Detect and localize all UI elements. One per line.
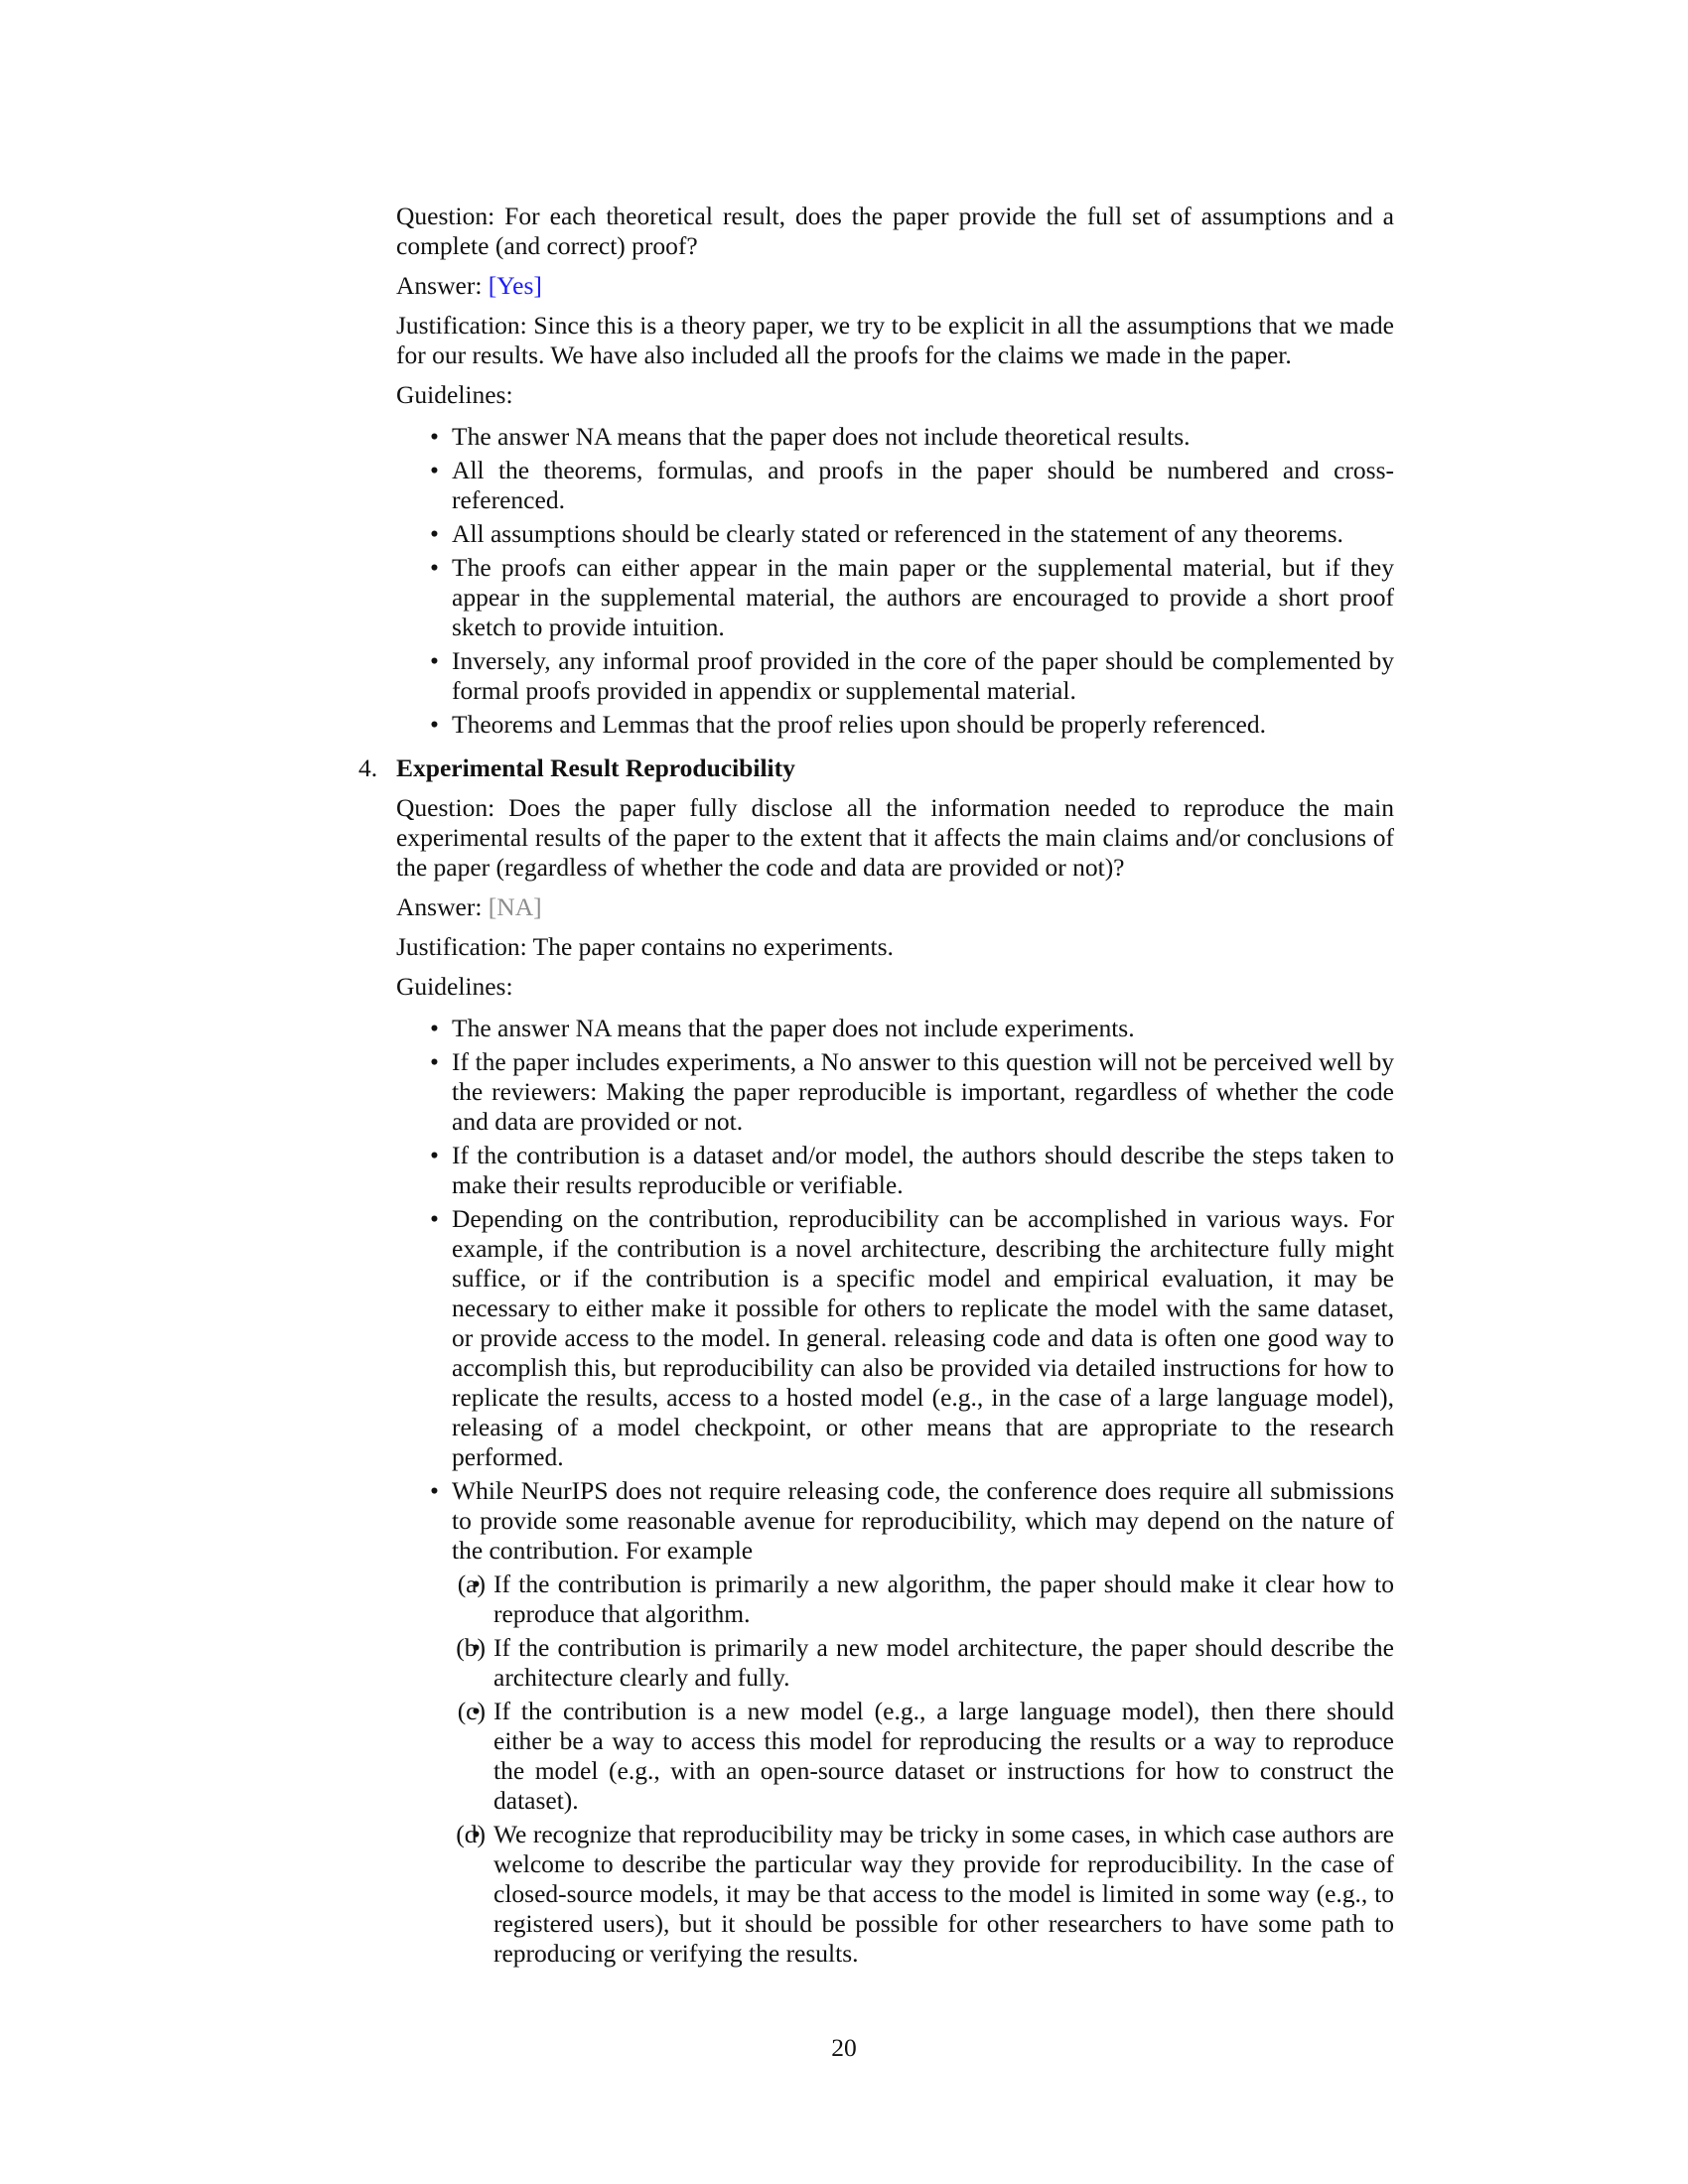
sub-guideline-text: If the contribution is primarily a new model architecture, the paper should describe the architecture clearly and fully. xyxy=(493,1633,1394,1692)
guideline-item: • The proofs can either appear in the main paper or the supplemental material, but if they appear in the supplemental material, the authors are encouraged to provide a short proof sketch to provide intuition. xyxy=(452,553,1394,642)
answer-label: Answer: xyxy=(396,271,483,300)
section-heading xyxy=(358,753,1394,783)
answer-label: Answer: xyxy=(396,892,483,921)
sub-guideline-item xyxy=(457,1570,1394,1629)
section-justification: Justification: The paper contains no experiments. xyxy=(396,932,894,961)
sub-guideline-text: If the contribution is primarily a new algorithm, the paper should make it clear how to reproduce that algorithm. xyxy=(493,1570,1394,1628)
page-content xyxy=(358,202,1394,1973)
guideline-item: • If the contribution is a dataset and/or model, the authors should describe the steps taken to make their results reproducible or verifiable. xyxy=(452,1141,1394,1200)
answer-value-yes[interactable]: [Yes] xyxy=(488,271,542,300)
sub-guideline-item xyxy=(457,1697,1394,1816)
theory-answer xyxy=(396,271,1394,301)
guideline-item: • Theorems and Lemmas that the proof relies upon should be properly referenced. xyxy=(452,710,1394,740)
guideline-item: • All the theorems, formulas, and proofs in the paper should be numbered and cross-referenced. xyxy=(452,456,1394,515)
sub-marker: • (b) xyxy=(456,1633,486,1662)
section-number: 4. xyxy=(358,753,378,782)
guideline-text: While NeurIPS does not require releasing code, the conference does require all submissions to provide some reasonable avenue for reproducibility, which may depend on the nature of the contribution. For example xyxy=(452,1476,1394,1565)
sub-guideline-item xyxy=(456,1633,1394,1693)
guideline-item xyxy=(452,1476,1394,1969)
section-answer xyxy=(396,892,1394,922)
guideline-item: • Inversely, any informal proof provided in the core of the paper should be complemented by formal proofs provided in appendix or supplemental material. xyxy=(452,646,1394,706)
sub-guideline-text: We recognize that reproducibility may be tricky in some cases, in which case authors are welcome to describe the particular way they provide for reproducibility. In the case of closed-source models, it may be that access to the model is limited in some way (e.g., to registered users), but it should be possible for other researchers to have some path to reproducing or verifying the results. xyxy=(493,1820,1394,1968)
section-question: Question: Does the paper fully disclose all the information needed to reproduce the main experimental results of the paper to the extent that it affects the main claims and/or conclusions of the paper (regardless of whether the code and data are provided or not)? xyxy=(396,793,1394,882)
guideline-item: • The answer NA means that the paper does not include experiments. xyxy=(452,1014,1394,1043)
theory-justification: Justification: Since this is a theory paper, we try to be explicit in all the assumptions that we made for our results. We have also included all the proofs for the claims we made in the paper. xyxy=(396,311,1394,369)
sub-marker: • (d) xyxy=(456,1820,486,1848)
section-guidelines-list xyxy=(396,1014,1394,1969)
guideline-item: • Depending on the contribution, reproducibility can be accomplished in various ways. For example, if the contribution is a novel architecture, describing the architecture fully might suffice, or if the contribution is a specific model and empirical evaluation, it may be necessary to either make it possible for others to replicate the model with the same dataset, or provide access to the model. In general. releasing code and data is often one good way to accomplish this, but reproducibility can also be provided via detailed instructions for how to replicate the results, access to a hosted model (e.g., in the case of a large language model), releasing of a model checkpoint, or other means that are appropriate to the research performed. xyxy=(452,1204,1394,1472)
guideline-item: • If the paper includes experiments, a No answer to this question will not be perceived well by the reviewers: Making the paper reproducible is important, regardless of whether the code and data are provided or not. xyxy=(452,1047,1394,1137)
answer-value-na[interactable]: [NA] xyxy=(488,892,542,921)
guideline-item: • The answer NA means that the paper does not include theoretical results. xyxy=(452,422,1394,452)
sub-marker: • (a) xyxy=(457,1570,486,1598)
section-guidelines-label: Guidelines: xyxy=(396,972,513,1001)
theory-question: Question: For each theoretical result, does the paper provide the full set of assumptions and a complete (and correct) proof? xyxy=(396,202,1394,260)
page-number: 20 xyxy=(831,2033,857,2062)
theory-guidelines-label: Guidelines: xyxy=(396,380,513,409)
section-title: Experimental Result Reproducibility xyxy=(396,753,795,782)
sub-guidelines-list xyxy=(452,1570,1394,1969)
sub-guideline-item xyxy=(456,1820,1394,1969)
theory-guidelines-list xyxy=(396,422,1394,740)
sub-guideline-text: If the contribution is a new model (e.g., a large language model), then there should either be a way to access this model for reproducing the results or a way to reproduce the model (e.g., with an open-source dataset or instructions for how to construct the dataset). xyxy=(493,1697,1394,1815)
guideline-item: • All assumptions should be clearly stated or referenced in the statement of any theorems. xyxy=(452,519,1394,549)
sub-marker: • (c) xyxy=(457,1697,486,1725)
